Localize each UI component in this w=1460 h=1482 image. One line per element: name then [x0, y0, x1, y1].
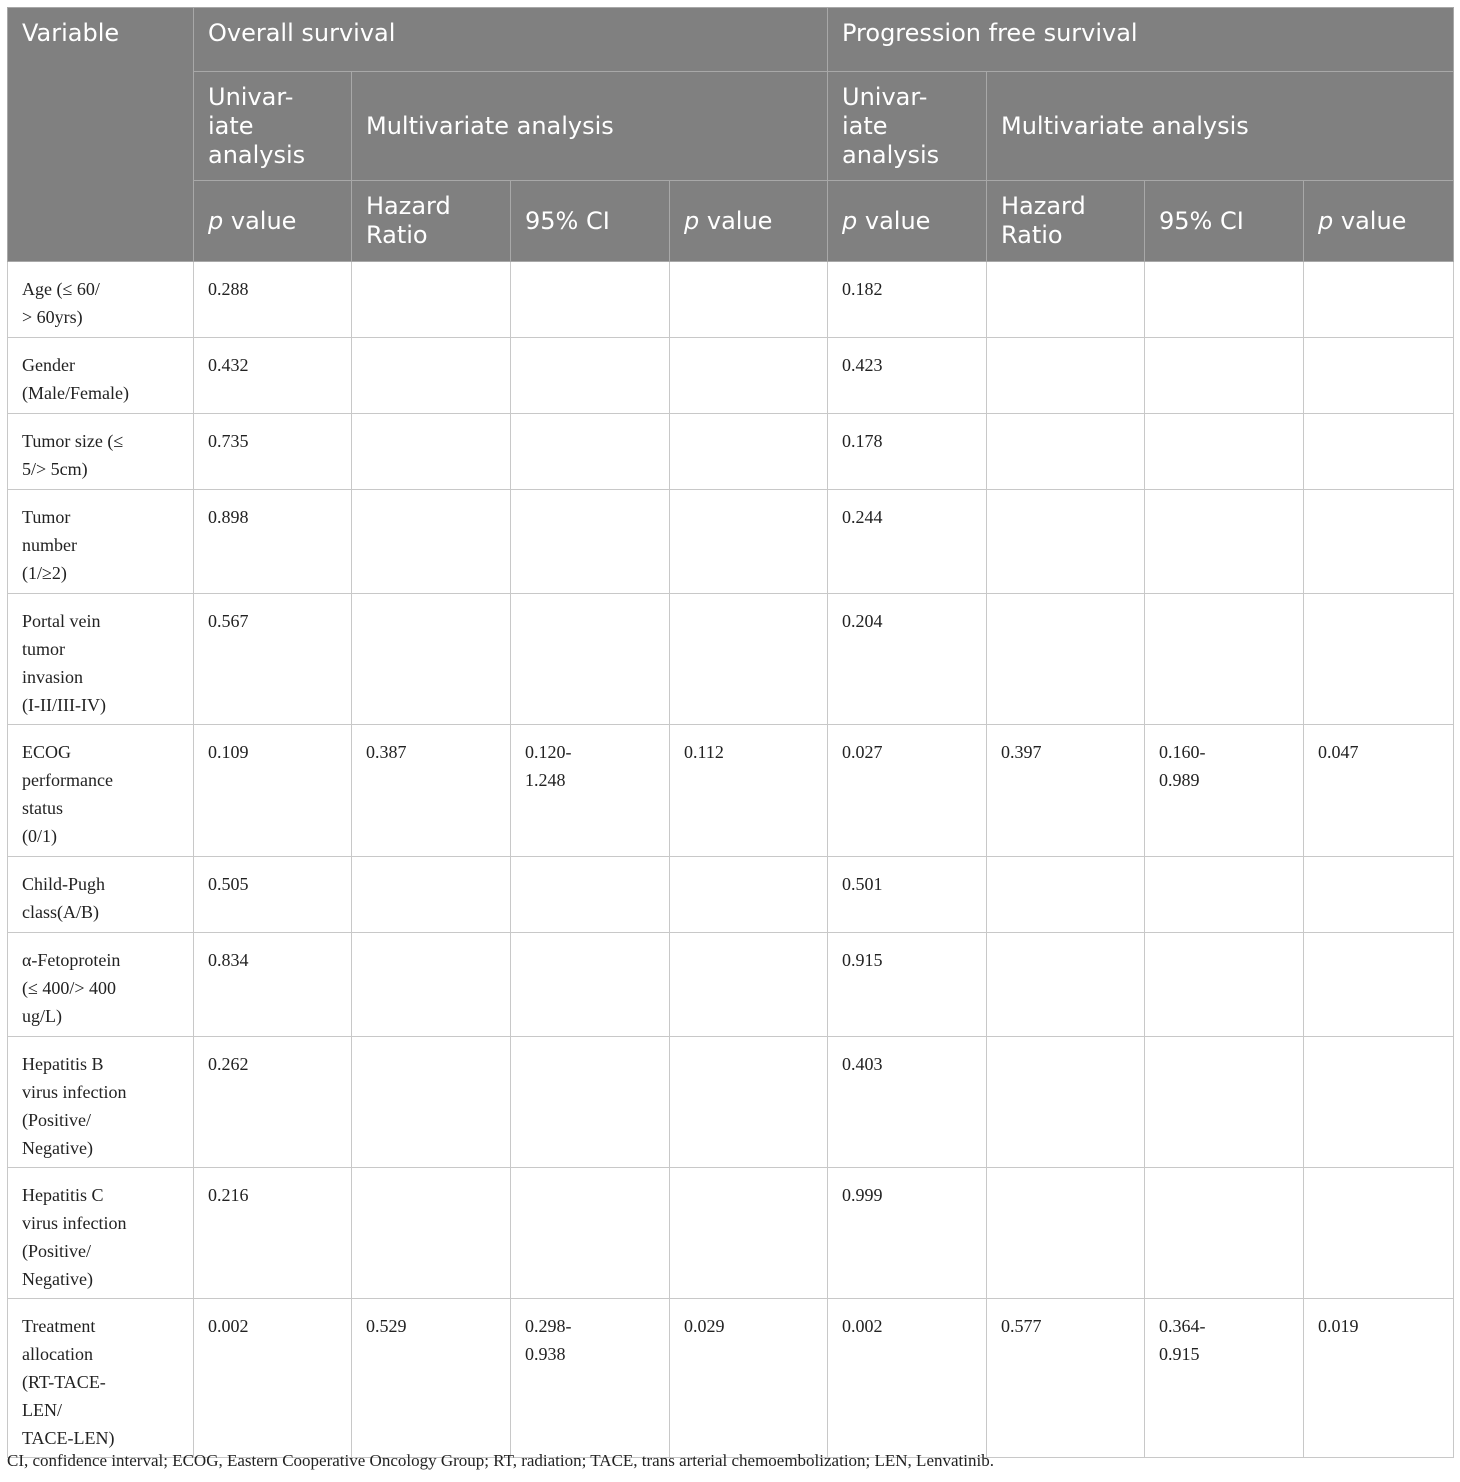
pfs-multivariate-p-cell	[1304, 594, 1454, 725]
header-pfs-multivariate-p-value: p value	[1304, 181, 1454, 262]
os-ci-cell: 0.120- 1.248	[511, 725, 670, 857]
os-hazard-ratio-cell: 0.529	[352, 1299, 511, 1458]
os-hazard-ratio-cell	[352, 490, 511, 594]
table-row	[8, 725, 1454, 857]
os-multivariate-p-cell	[670, 594, 828, 725]
os-ci-cell	[511, 1037, 670, 1168]
table-row	[8, 262, 1454, 338]
table-footnote: CI, confidence interval; ECOG, Eastern Cooperative Oncology Group; RT, radiation; TACE, trans arterial chemoembolization; LEN, Lenvatinib.	[7, 1451, 994, 1470]
pfs-ci-cell: 0.160- 0.989	[1145, 725, 1304, 857]
os-ci-cell	[511, 414, 670, 490]
pfs-ci-cell: 0.364- 0.915	[1145, 1299, 1304, 1458]
pfs-ci-cell	[1145, 857, 1304, 933]
variable-cell: Portal vein tumor invasion (I-II/III-IV)	[8, 594, 194, 725]
pfs-univariate-p-cell: 0.244	[828, 490, 987, 594]
table-row	[8, 1299, 1454, 1458]
os-ci-cell: 0.298- 0.938	[511, 1299, 670, 1458]
header-overall-survival: Overall survival	[194, 8, 828, 72]
pfs-univariate-p-cell: 0.002	[828, 1299, 987, 1458]
variable-cell: Age (≤ 60/ > 60yrs)	[8, 262, 194, 338]
os-multivariate-p-cell	[670, 857, 828, 933]
os-ci-cell	[511, 594, 670, 725]
pfs-hazard-ratio-cell	[987, 1037, 1145, 1168]
os-ci-cell	[511, 857, 670, 933]
pfs-ci-cell	[1145, 594, 1304, 725]
header-pfs-hazard-ratio: Hazard Ratio	[987, 181, 1145, 262]
pfs-hazard-ratio-cell: 0.397	[987, 725, 1145, 857]
os-univariate-p-cell: 0.567	[194, 594, 352, 725]
table-body	[8, 262, 1454, 1458]
pfs-univariate-p-cell: 0.423	[828, 338, 987, 414]
pfs-ci-cell	[1145, 338, 1304, 414]
os-hazard-ratio-cell	[352, 338, 511, 414]
pfs-hazard-ratio-cell	[987, 414, 1145, 490]
os-multivariate-p-cell	[670, 933, 828, 1037]
os-multivariate-p-cell	[670, 262, 828, 338]
table-row	[8, 933, 1454, 1037]
header-os-95-ci: 95% CI	[511, 181, 670, 262]
pfs-multivariate-p-cell	[1304, 933, 1454, 1037]
os-hazard-ratio-cell	[352, 1037, 511, 1168]
pfs-multivariate-p-cell	[1304, 490, 1454, 594]
variable-cell: ECOG performance status (0/1)	[8, 725, 194, 857]
os-univariate-p-cell: 0.505	[194, 857, 352, 933]
pfs-ci-cell	[1145, 490, 1304, 594]
os-univariate-p-cell: 0.898	[194, 490, 352, 594]
pfs-univariate-p-cell: 0.027	[828, 725, 987, 857]
os-hazard-ratio-cell	[352, 933, 511, 1037]
table-row	[8, 1037, 1454, 1168]
os-multivariate-p-cell	[670, 338, 828, 414]
os-multivariate-p-cell	[670, 414, 828, 490]
table-row	[8, 338, 1454, 414]
os-ci-cell	[511, 338, 670, 414]
variable-cell: Gender (Male/Female)	[8, 338, 194, 414]
pfs-multivariate-p-cell	[1304, 414, 1454, 490]
table-row	[8, 490, 1454, 594]
pfs-hazard-ratio-cell	[987, 338, 1145, 414]
header-os-univariate-p-value: p value	[194, 181, 352, 262]
pfs-ci-cell	[1145, 262, 1304, 338]
pfs-hazard-ratio-cell	[987, 490, 1145, 594]
os-univariate-p-cell: 0.002	[194, 1299, 352, 1458]
os-multivariate-p-cell: 0.029	[670, 1299, 828, 1458]
os-univariate-p-cell: 0.735	[194, 414, 352, 490]
pfs-multivariate-p-cell: 0.047	[1304, 725, 1454, 857]
os-multivariate-p-cell	[670, 1168, 828, 1299]
header-os-multivariate-p-value: p value	[670, 181, 828, 262]
os-multivariate-p-cell	[670, 1037, 828, 1168]
header-os-univariate: Univar- iate analysis	[194, 72, 352, 181]
pfs-ci-cell	[1145, 1168, 1304, 1299]
header-pfs-univariate-p-value: p value	[828, 181, 987, 262]
os-ci-cell	[511, 262, 670, 338]
header-pfs-univariate: Univar- iate analysis	[828, 72, 987, 181]
header-os-multivariate: Multivariate analysis	[352, 72, 828, 181]
os-multivariate-p-cell: 0.112	[670, 725, 828, 857]
os-ci-cell	[511, 933, 670, 1037]
os-ci-cell	[511, 490, 670, 594]
pfs-univariate-p-cell: 0.182	[828, 262, 987, 338]
pfs-ci-cell	[1145, 1037, 1304, 1168]
table-row	[8, 594, 1454, 725]
variable-cell: Tumor number (1/≥2)	[8, 490, 194, 594]
pfs-hazard-ratio-cell	[987, 933, 1145, 1037]
os-univariate-p-cell: 0.109	[194, 725, 352, 857]
os-hazard-ratio-cell	[352, 857, 511, 933]
os-hazard-ratio-cell: 0.387	[352, 725, 511, 857]
pfs-univariate-p-cell: 0.915	[828, 933, 987, 1037]
header-progression-free-survival: Progression free survival	[828, 8, 1454, 72]
variable-cell: Treatment allocation (RT-TACE- LEN/ TACE-LEN)	[8, 1299, 194, 1458]
pfs-univariate-p-cell: 0.403	[828, 1037, 987, 1168]
os-hazard-ratio-cell	[352, 594, 511, 725]
table-row	[8, 1168, 1454, 1299]
os-hazard-ratio-cell	[352, 262, 511, 338]
header-os-hazard-ratio: Hazard Ratio	[352, 181, 511, 262]
table-row	[8, 857, 1454, 933]
regression-table	[7, 7, 1454, 1458]
pfs-univariate-p-cell: 0.204	[828, 594, 987, 725]
pfs-univariate-p-cell: 0.999	[828, 1168, 987, 1299]
os-univariate-p-cell: 0.216	[194, 1168, 352, 1299]
variable-cell: Tumor size (≤ 5/> 5cm)	[8, 414, 194, 490]
header-pfs-multivariate: Multivariate analysis	[987, 72, 1454, 181]
pfs-hazard-ratio-cell	[987, 594, 1145, 725]
pfs-multivariate-p-cell	[1304, 1037, 1454, 1168]
os-univariate-p-cell: 0.262	[194, 1037, 352, 1168]
os-hazard-ratio-cell	[352, 1168, 511, 1299]
pfs-hazard-ratio-cell: 0.577	[987, 1299, 1145, 1458]
pfs-ci-cell	[1145, 933, 1304, 1037]
pfs-multivariate-p-cell	[1304, 338, 1454, 414]
pfs-univariate-p-cell: 0.501	[828, 857, 987, 933]
pfs-univariate-p-cell: 0.178	[828, 414, 987, 490]
variable-cell: Child-Pugh class(A/B)	[8, 857, 194, 933]
pfs-multivariate-p-cell	[1304, 857, 1454, 933]
variable-cell: Hepatitis C virus infection (Positive/ Negative)	[8, 1168, 194, 1299]
os-ci-cell	[511, 1168, 670, 1299]
table-header	[8, 8, 1454, 262]
pfs-multivariate-p-cell	[1304, 1168, 1454, 1299]
pfs-hazard-ratio-cell	[987, 857, 1145, 933]
pfs-multivariate-p-cell: 0.019	[1304, 1299, 1454, 1458]
pfs-ci-cell	[1145, 414, 1304, 490]
os-univariate-p-cell: 0.834	[194, 933, 352, 1037]
pfs-hazard-ratio-cell	[987, 1168, 1145, 1299]
table-container	[7, 7, 1453, 1458]
header-pfs-95-ci: 95% CI	[1145, 181, 1304, 262]
pfs-multivariate-p-cell	[1304, 262, 1454, 338]
os-univariate-p-cell: 0.288	[194, 262, 352, 338]
os-multivariate-p-cell	[670, 490, 828, 594]
table-row	[8, 414, 1454, 490]
os-hazard-ratio-cell	[352, 414, 511, 490]
variable-cell: α-Fetoprotein (≤ 400/> 400 ug/L)	[8, 933, 194, 1037]
pfs-hazard-ratio-cell	[987, 262, 1145, 338]
os-univariate-p-cell: 0.432	[194, 338, 352, 414]
variable-cell: Hepatitis B virus infection (Positive/ Negative)	[8, 1037, 194, 1168]
header-variable: Variable	[8, 8, 194, 262]
